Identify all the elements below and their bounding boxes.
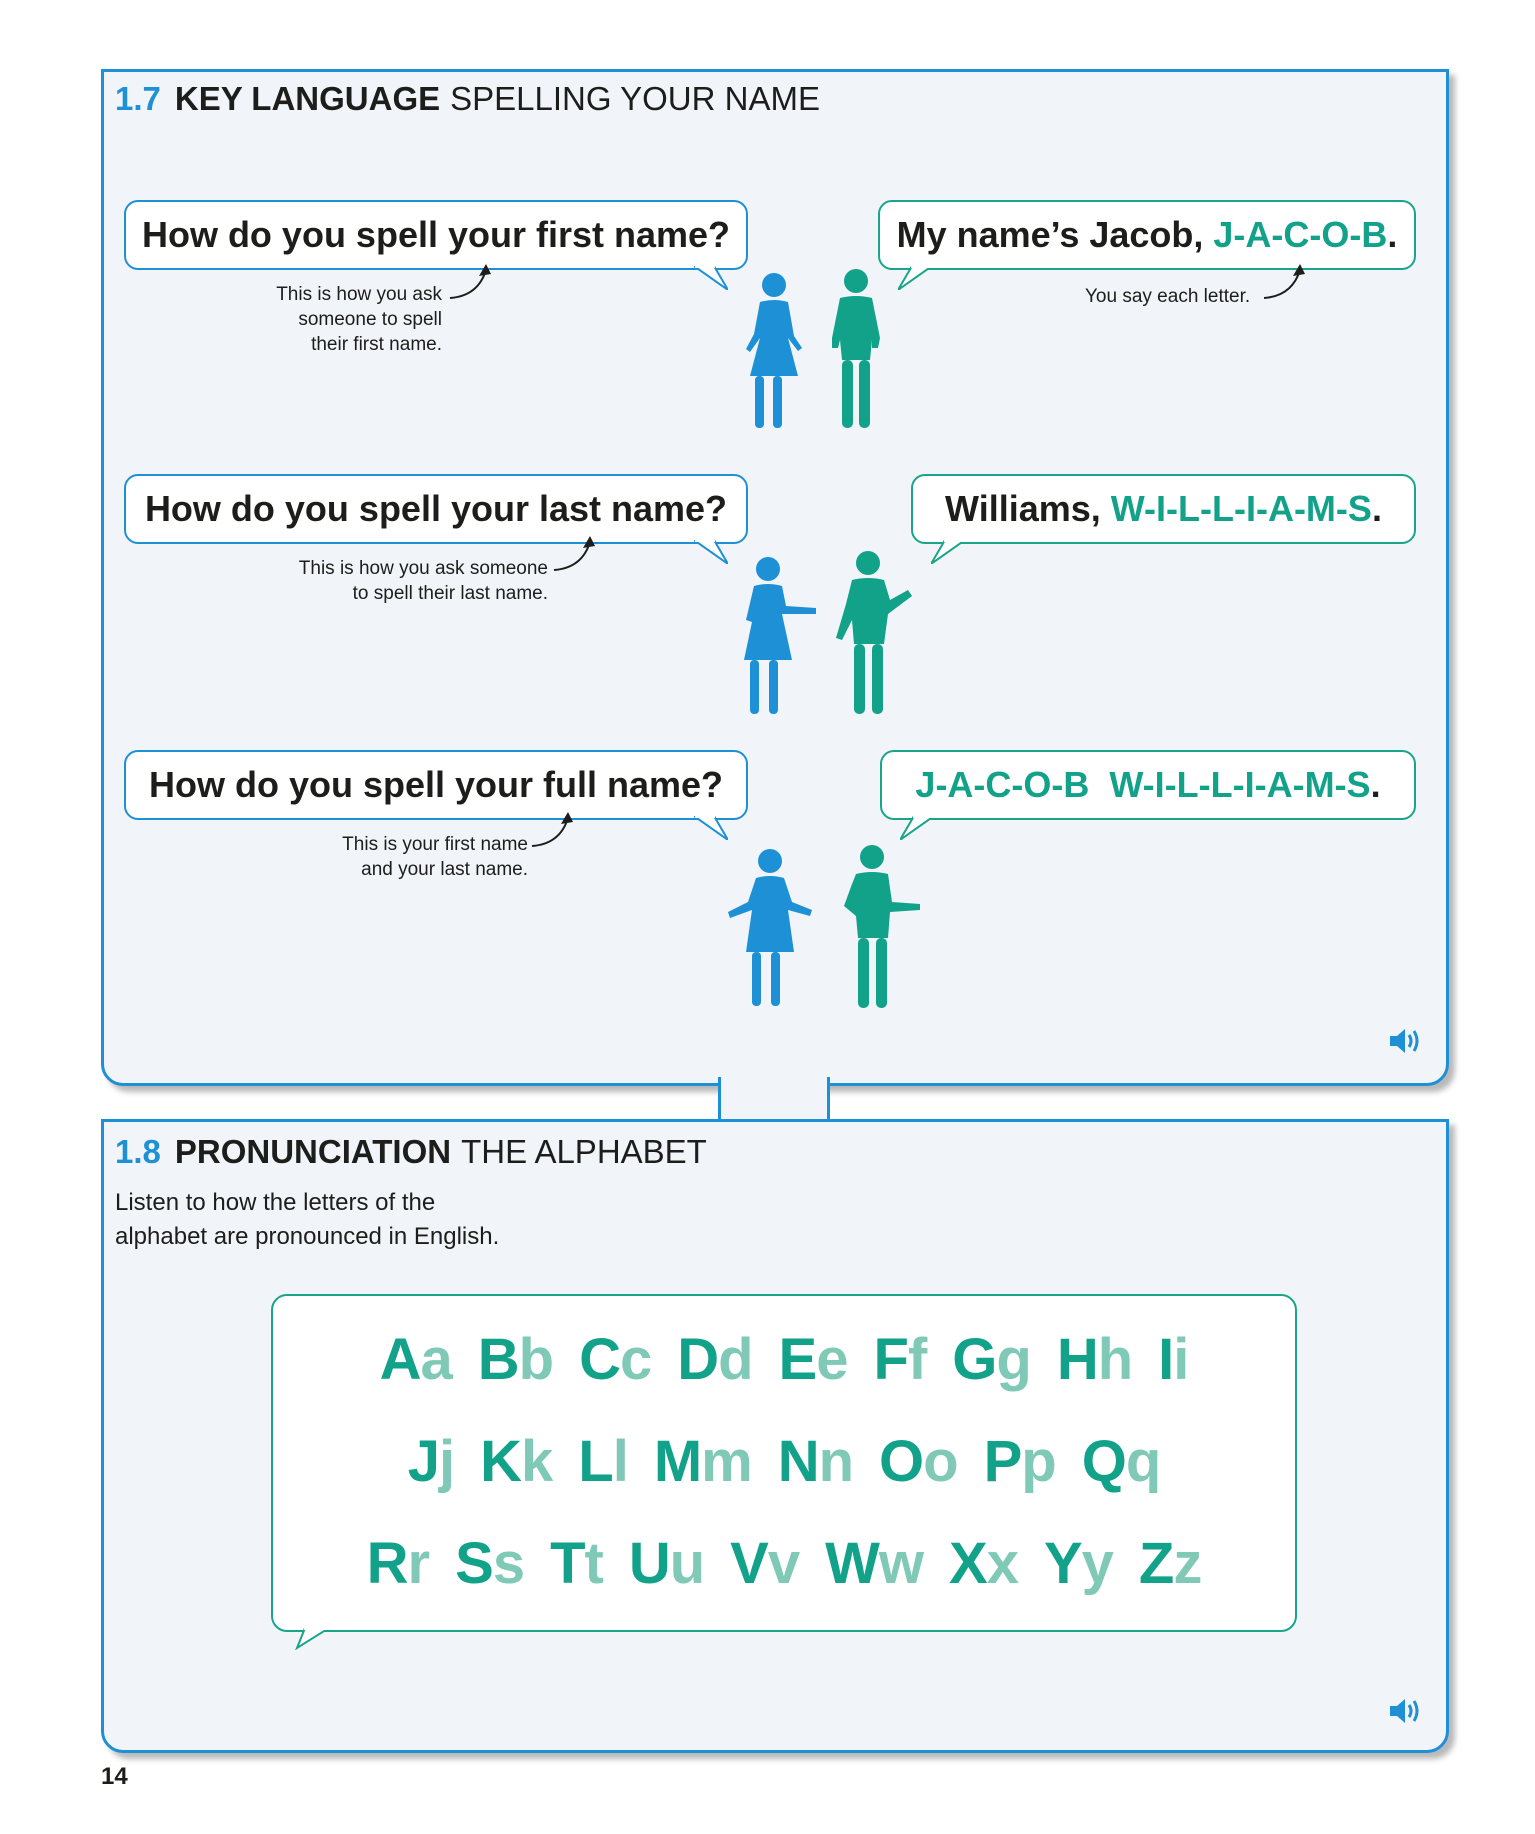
uppercase-letter: W (825, 1531, 879, 1596)
uppercase-letter: Y (1043, 1531, 1082, 1596)
section-title-1-8 (115, 1133, 707, 1171)
uppercase-letter: B (477, 1327, 519, 1392)
uppercase-letter: S (455, 1531, 493, 1596)
letter-pair-g (952, 1326, 1031, 1393)
uppercase-letter: I (1158, 1327, 1174, 1392)
note-last-name: This is how you ask someone to spell their last name. (298, 558, 548, 604)
section-key: KEY LANGUAGE (174, 80, 441, 117)
note-first-name: This is how you ask someone to spell their first name. (276, 284, 442, 355)
lowercase-letter: n (818, 1429, 854, 1494)
uppercase-letter: F (873, 1327, 908, 1392)
uppercase-letter: R (366, 1531, 408, 1596)
question-text: How do you spell your first name? (141, 214, 731, 255)
uppercase-letter: J (407, 1429, 439, 1494)
letter-pair-o (879, 1428, 958, 1495)
uppercase-letter: Z (1138, 1531, 1174, 1596)
letter-pair-k (480, 1428, 552, 1495)
man-icon (832, 550, 914, 716)
lowercase-letter: i (1173, 1327, 1189, 1392)
letter-pair-s (455, 1530, 524, 1597)
man-icon (836, 844, 924, 1010)
letter-pair-m (654, 1428, 752, 1495)
uppercase-letter: N (777, 1429, 819, 1494)
answer-bubble-first-name (878, 200, 1416, 270)
lowercase-letter: d (718, 1327, 753, 1392)
lowercase-letter: t (584, 1531, 603, 1596)
speaker-icon[interactable] (1388, 1696, 1422, 1726)
section-key: PRONUNCIATION (174, 1133, 452, 1170)
speaker-icon[interactable] (1388, 1026, 1422, 1056)
answer-text: Williams, W-I-L-L-I-A-M-S. (945, 488, 1382, 529)
man-icon (820, 268, 894, 430)
question-text: How do you spell your full name? (148, 764, 724, 805)
letter-pair-u (629, 1530, 704, 1597)
woman-icon (738, 272, 810, 430)
lowercase-letter: h (1097, 1327, 1133, 1392)
lowercase-letter: v (767, 1531, 800, 1596)
lowercase-letter: q (1125, 1429, 1161, 1494)
lowercase-letter: b (518, 1327, 554, 1392)
lowercase-letter: k (520, 1429, 553, 1494)
letter-pair-t (550, 1530, 603, 1597)
letter-pair-c (579, 1326, 651, 1393)
letter-pair-p (984, 1428, 1056, 1495)
lowercase-letter: r (407, 1531, 430, 1596)
letter-pair-n (778, 1428, 853, 1495)
alphabet-row-1 (273, 1326, 1295, 1393)
question-bubble-last-name (124, 474, 748, 544)
uppercase-letter: O (879, 1429, 924, 1494)
letter-pair-w (825, 1530, 923, 1597)
letter-pair-l (578, 1428, 628, 1495)
section-title-1-7 (115, 80, 820, 118)
bubble-tail (694, 540, 728, 564)
answer-bubble-last-name (911, 474, 1416, 544)
letter-pair-z (1139, 1530, 1201, 1597)
section-subtitle: SPELLING YOUR NAME (450, 80, 820, 117)
lowercase-letter: c (619, 1327, 652, 1392)
lowercase-letter: u (669, 1531, 705, 1596)
lowercase-letter: o (923, 1429, 958, 1494)
uppercase-letter: A (379, 1327, 421, 1392)
page-number: 14 (101, 1763, 128, 1790)
uppercase-letter: H (1056, 1327, 1098, 1392)
answer-bubble-full-name (880, 750, 1416, 820)
lowercase-letter: f (907, 1327, 927, 1392)
letter-pair-b (478, 1326, 553, 1393)
lowercase-letter: j (438, 1429, 455, 1494)
answer-text: My name’s Jacob, J-A-C-O-B. (896, 214, 1398, 255)
alphabet-row-3 (273, 1530, 1295, 1597)
bubble-tail (694, 266, 728, 290)
section-number: 1.7 (115, 80, 161, 117)
uppercase-letter: L (578, 1429, 613, 1494)
letter-pair-y (1044, 1530, 1113, 1597)
lowercase-letter: s (492, 1531, 525, 1596)
arrow-icon (530, 810, 578, 852)
letter-pair-h (1057, 1326, 1132, 1393)
lowercase-letter: e (816, 1327, 848, 1392)
section-subtitle: THE ALPHABET (461, 1133, 707, 1170)
bubble-tail (898, 266, 932, 290)
lowercase-letter: g (996, 1327, 1031, 1392)
lowercase-letter: a (420, 1327, 452, 1392)
letter-pair-a (380, 1326, 452, 1393)
answer-text: J-A-C-O-B W-I-L-L-I-A-M-S. (915, 764, 1381, 805)
uppercase-letter: T (550, 1531, 585, 1596)
uppercase-letter: C (579, 1327, 620, 1392)
lowercase-letter: x (986, 1531, 1018, 1596)
letter-pair-f (874, 1326, 927, 1393)
uppercase-letter: V (730, 1531, 768, 1596)
intro-text: Listen to how the letters of the alphabet are pronounced in English. (115, 1189, 500, 1250)
uppercase-letter: Q (1081, 1429, 1126, 1494)
alphabet-box (271, 1294, 1297, 1632)
uppercase-letter: P (983, 1429, 1022, 1494)
note-each-letter: You say each letter. (1085, 286, 1251, 307)
letter-pair-i (1158, 1326, 1188, 1393)
uppercase-letter: E (778, 1327, 817, 1392)
arrow-icon (552, 534, 600, 576)
letter-pair-j (408, 1428, 454, 1495)
arrow-icon (448, 262, 496, 304)
alphabet-row-2 (273, 1428, 1295, 1495)
bubble-tail (295, 1628, 329, 1650)
letter-pair-v (730, 1530, 799, 1597)
question-text: How do you spell your last name? (144, 488, 728, 529)
lowercase-letter: p (1021, 1429, 1056, 1494)
lowercase-letter: l (612, 1429, 628, 1494)
bubble-tail (931, 540, 965, 564)
uppercase-letter: M (653, 1429, 702, 1494)
woman-icon (738, 556, 820, 716)
letter-pair-d (677, 1326, 752, 1393)
letter-pair-q (1082, 1428, 1161, 1495)
section-number: 1.8 (115, 1133, 161, 1170)
lowercase-letter: z (1173, 1531, 1202, 1596)
note-full-name: This is your first name and your last name. (342, 834, 528, 880)
bubble-tail (900, 816, 934, 840)
panel-connector (718, 1077, 830, 1122)
arrow-icon (1262, 262, 1310, 304)
bubble-tail (694, 816, 728, 840)
woman-icon (722, 848, 818, 1008)
uppercase-letter: X (949, 1531, 987, 1596)
lowercase-letter: m (701, 1429, 752, 1494)
letter-pair-r (367, 1530, 429, 1597)
letter-pair-e (779, 1326, 848, 1393)
letter-pair-x (949, 1530, 1018, 1597)
lowercase-letter: y (1081, 1531, 1113, 1596)
uppercase-letter: U (628, 1531, 670, 1596)
uppercase-letter: K (480, 1429, 521, 1494)
question-bubble-first-name (124, 200, 748, 270)
lowercase-letter: w (878, 1531, 923, 1596)
uppercase-letter: D (677, 1327, 719, 1392)
question-bubble-full-name (124, 750, 748, 820)
uppercase-letter: G (952, 1327, 997, 1392)
